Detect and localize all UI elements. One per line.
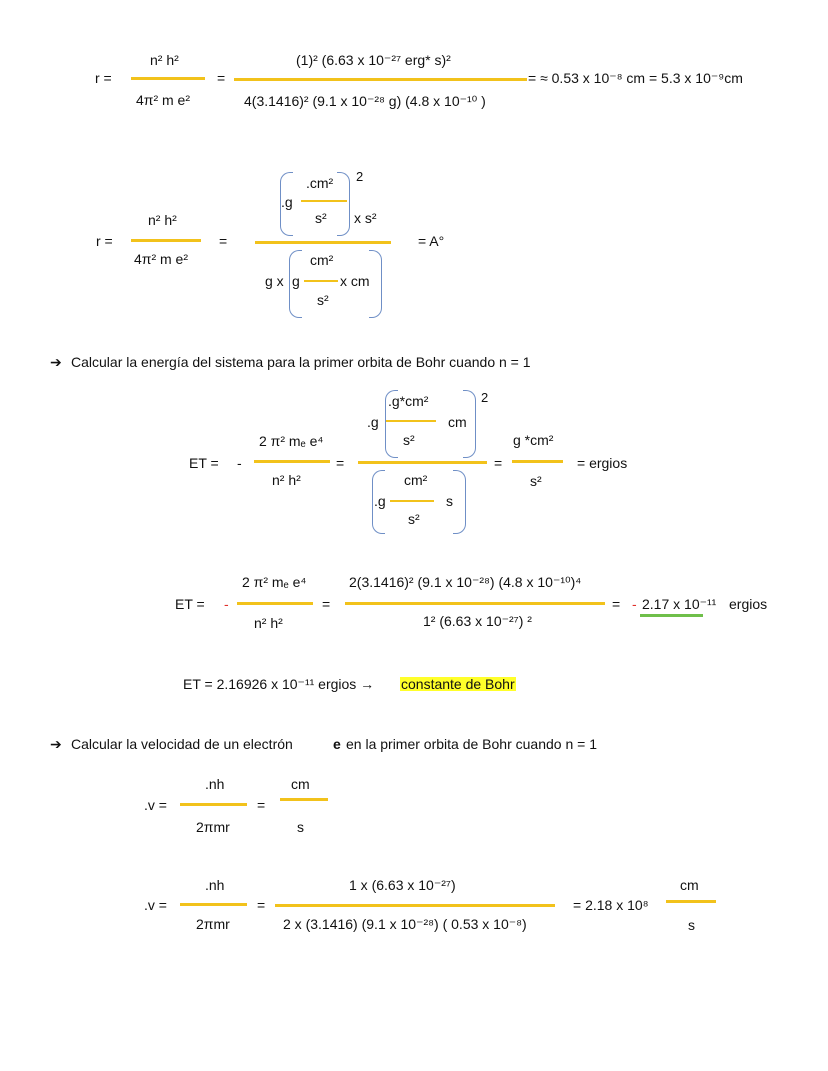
eq4-bar2 [345,602,605,605]
eq4-result-underline [640,614,703,617]
eq4-den2: 1² (6.63 x 10⁻²⁷) ² [423,613,532,629]
eq4-den1: n² h² [254,615,283,631]
arrow-icon: ➔ [50,736,62,752]
eq2-bot-paren-right [369,250,382,318]
eq3-top-cm: cm [448,414,467,430]
bullet-velocity-text-c: en la primer orbita de Bohr cuando n = 1 [346,736,597,752]
eq7-den1: 2πmr [196,916,230,932]
eq3-bot-bar [390,500,434,502]
eq4-num1: 2 π² mₑ e⁴ [242,574,307,590]
eq3-bot-cm2: cm² [404,472,428,488]
eq2-bot-g: g [292,273,300,289]
eq2-bot-xcm: x cm [340,273,370,289]
eq2-top-xs2: x s² [354,210,377,226]
eq6-eq: = [257,797,266,813]
eq3-eq: = [336,455,345,471]
eq7-num1: .nh [205,877,225,893]
eq7-lhs: .v = [144,897,167,913]
eq4-res-unit: ergios [729,596,768,612]
eq2-result: = A° [418,233,445,249]
eq2-top-g: .g [281,194,293,210]
eq2-top-cm2: .cm² [306,175,334,191]
eq2-top-paren-right [337,172,350,236]
eq5-highlight: constante de Bohr [401,676,515,692]
eq3-num3: g *cm² [513,432,554,448]
eq3-eq2: = [494,455,503,471]
arrow-icon: ➔ [50,354,62,370]
eq3-den3: s² [530,473,542,489]
eq3-den1: n² h² [272,472,301,488]
eq4-eq2: = [612,596,621,612]
eq4-res-minus: - [632,596,637,612]
eq1-bar2 [234,78,527,81]
eq7-bar2 [275,904,555,907]
eq2-top-s2: s² [315,210,327,226]
eq2-bot-bar [304,280,338,282]
eq3-main-bar [358,461,487,464]
eq3-top-g: .g [367,414,379,430]
eq3-top-s2: s² [403,432,415,448]
bullet-energy-text: Calcular la energía del sistema para la primer orbita de Bohr cuando n = 1 [71,354,531,370]
eq6-den2: s [297,819,304,835]
eq2-lhs: r = [96,233,113,249]
eq3-bot-paren-right [453,470,466,534]
bullet-velocity-text-a: Calcular la velocidad de un electrón [71,736,293,752]
eq5-text: ET = 2.16926 x 10⁻¹¹ ergios → [183,676,375,692]
eq2-top-exp: 2 [356,169,364,184]
eq7-unit-bar [666,900,716,903]
eq1-den1: 4π² m e² [136,92,190,108]
eq2-main-bar [255,241,391,244]
eq3-minus: - [237,455,242,471]
eq7-result: = 2.18 x 10⁸ [573,897,649,913]
eq2-den1: 4π² m e² [134,251,188,267]
eq6-num1: .nh [205,776,225,792]
eq7-unit-den: s [688,917,695,933]
eq6-bar2 [280,798,328,801]
eq3-bot-g: .g [374,493,386,509]
eq2-eq: = [219,233,228,249]
eq2-bot-cm2: cm² [310,252,334,268]
eq2-num1: n² h² [148,212,177,228]
eq3-bot-s2: s² [408,511,420,527]
eq7-bar1 [180,903,247,906]
eq3-bar1 [254,460,330,463]
eq3-top-bar [386,420,436,422]
eq7-unit-num: cm [680,877,699,893]
eq1-result: = ≈ 0.53 x 10⁻⁸ cm = 5.3 x 10⁻⁹cm [528,70,743,86]
eq6-bar1 [180,803,247,806]
eq1-eq: = [217,70,226,86]
eq7-den2: 2 x (3.1416) (9.1 x 10⁻²⁸) ( 0.53 x 10⁻⁸) [283,916,527,932]
eq3-result: = ergios [577,455,628,471]
eq4-num2: 2(3.1416)² (9.1 x 10⁻²⁸) (4.8 x 10⁻¹⁰)⁴ [349,574,582,590]
eq3-lhs: ET = [189,455,219,471]
eq6-num2: cm [291,776,310,792]
eq6-den1: 2πmr [196,819,230,835]
eq1-num2: (1)² (6.63 x 10⁻²⁷ erg* s)² [296,52,451,68]
eq1-den2: 4(3.1416)² (9.1 x 10⁻²⁸ g) (4.8 x 10⁻¹⁰ ) [244,93,486,109]
eq2-bar1 [131,239,201,242]
eq7-num2: 1 x (6.63 x 10⁻²⁷) [349,877,456,893]
eq4-res-value: 2.17 x 10⁻¹¹ [642,596,717,612]
eq1-lhs: r = [95,70,112,86]
eq2-top-bar [301,200,347,202]
eq3-top-exp: 2 [481,390,489,405]
eq3-bar3 [512,460,563,463]
eq3-num1: 2 π² mₑ e⁴ [259,433,324,449]
eq4-lhs: ET = [175,596,205,612]
eq4-minus: - [224,596,229,612]
eq3-bot-s: s [446,493,453,509]
eq4-bar1 [237,602,313,605]
eq2-bot-gx: g x [265,273,284,289]
eq6-lhs: .v = [144,797,167,813]
eq7-eq: = [257,897,266,913]
bullet-velocity-text-b: e [333,736,341,752]
eq3-top-gcm2: .g*cm² [388,393,429,409]
eq1-num1: n² h² [150,52,179,68]
eq2-bot-s2: s² [317,292,329,308]
eq4-eq: = [322,596,331,612]
eq1-bar1 [131,77,205,80]
